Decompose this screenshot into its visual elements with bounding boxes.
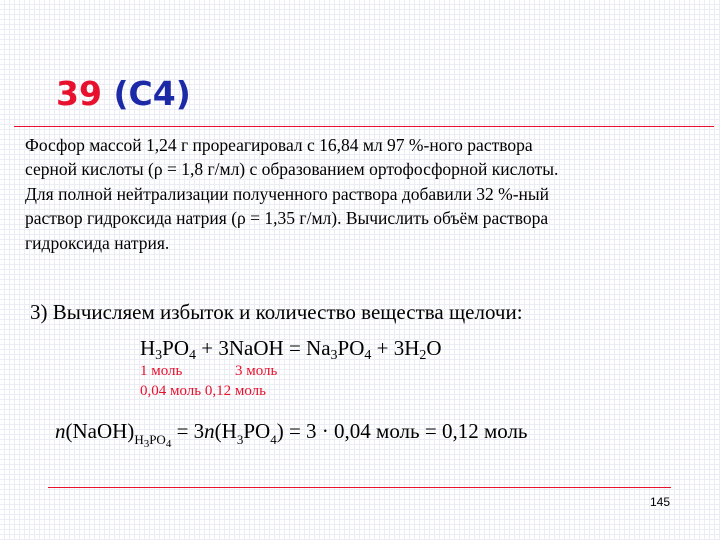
calc-po4-sub: 4 <box>270 432 277 447</box>
eq-h2-sub: 2 <box>419 348 427 363</box>
eq-h: H <box>140 336 156 360</box>
eq-o: O <box>426 336 442 360</box>
eq-plus-h: + 3H <box>371 336 420 360</box>
calc-h3: (H <box>214 419 237 443</box>
calc-po4: PO <box>243 419 271 443</box>
naoh-calculation <box>55 416 528 450</box>
calc-eq: = 3 <box>171 419 205 443</box>
eq-po2: PO <box>337 336 365 360</box>
amounts-label: 0,04 моль 0,12 моль <box>140 383 266 399</box>
problem-line: гидроксида натрия. <box>25 232 170 253</box>
eq-na-sub: 3 <box>330 348 338 363</box>
acid-mol-label: 1 моль <box>140 363 183 379</box>
calc-naoh: (NaOH) <box>65 419 135 443</box>
calc-h3-sub: 3 <box>236 432 244 447</box>
eq-mid: + 3NaOH = Na <box>196 336 331 360</box>
reaction-equation <box>140 334 442 362</box>
calc-sub-po: PO <box>149 432 166 447</box>
problem-line: раствор гидроксида натрия (ρ = 1,35 г/мл). Вычислить объём раствора <box>25 208 549 229</box>
calc-sub-4: 4 <box>165 438 172 450</box>
problem-number: 39 <box>56 74 102 113</box>
eq-po2-sub: 4 <box>364 348 372 363</box>
solution-step-heading: 3) Вычисляем избыток и количество вещества щелочи: <box>30 300 523 324</box>
page-number: 145 <box>649 495 670 509</box>
eq-h-sub: 3 <box>155 348 163 363</box>
calc-n: n <box>55 419 66 443</box>
slide-title <box>56 72 191 116</box>
problem-code: (C4) <box>113 74 191 113</box>
calc-sub-h: H <box>134 432 144 447</box>
title-divider <box>14 126 714 127</box>
calc-n2: n <box>204 419 215 443</box>
calc-rest: ) = 3 · 0,04 моль = 0,12 моль <box>276 419 528 443</box>
calc-subscript <box>134 432 172 450</box>
eq-po-sub: 4 <box>189 348 197 363</box>
problem-line: Фосфор массой 1,24 г прореагировал с 16,84 мл 97 %-ного раствора <box>25 135 533 155</box>
eq-po: PO <box>162 336 190 360</box>
problem-statement <box>25 133 713 255</box>
calc-sub-3: 3 <box>143 438 150 450</box>
problem-line: серной кислоты (ρ = 1,8 г/мл) с образованием ортофосфорной кислоты. <box>25 159 559 180</box>
problem-line: Для полной нейтрализации полученного раствора добавили 32 %-ный <box>25 183 550 204</box>
base-mol-label: 3 моль <box>235 363 278 379</box>
footer-divider <box>48 487 671 488</box>
